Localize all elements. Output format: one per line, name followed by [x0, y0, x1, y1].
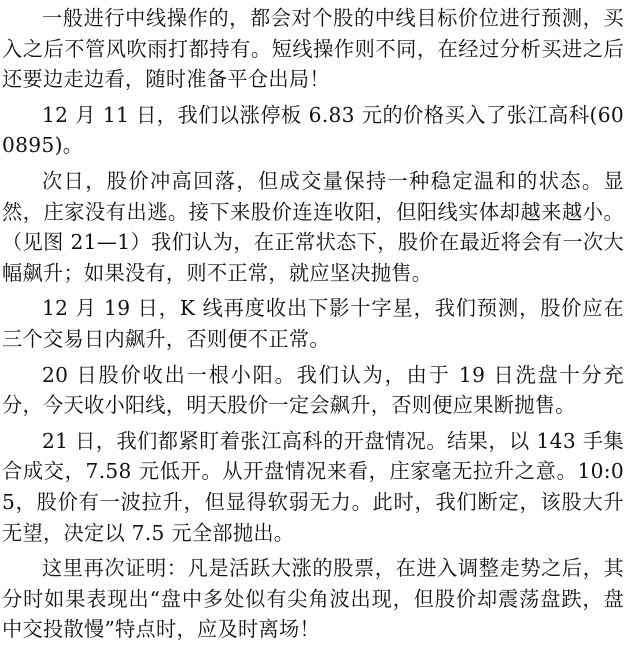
paragraph-day-21-opening: 21 日，我们都紧盯着张江高科的开盘情况。结果，以 143 手集合成交，7.58 元低开。从开盘情况来看，庄家毫无拉升之意。10:05，股价有一波拉升，但显得软弱无力。此时，我们断定，该股大升无望，决定以 7.5 元全部抛出。 [2, 428, 624, 545]
paragraph-buy-zhangjiang: 12 月 11 日，我们以涨停板 6.83 元的价格买入了张江高科(600895)。 [2, 102, 624, 158]
paragraph-conclusion: 这里再次证明：凡是活跃大涨的股票，在进入调整走势之后，其分时如果表现出“盘中多处似有尖角波出现，但股价却震荡盘跌，盘中交投散慢”特点时，应及时离场！ [2, 556, 624, 642]
paragraph-midline-vs-shortline: 一般进行中线操作的，都会对个股的中线目标价位进行预测，买入之后不管风吹雨打都持有。短线操作则不同，在经过分析买进之后还要边走边看，随时准备平仓出局！ [2, 6, 624, 92]
paragraph-dec-19-doji: 12 月 19 日，K 线再度收出下影十字星，我们预测，股价应在三个交易日内飙升，否则便不正常。 [2, 296, 624, 351]
paragraph-next-day-analysis: 次日，股价冲高回落，但成交量保持一种稳定温和的状态。显然，庄家没有出逃。接下来股价连连收阳，但阳线实体却越来越小。（见图 21—1）我们认为，在正常状态下，股价在最近将会有一次大幅飙升；如果没有，则不正常，就应坚决抛售。 [2, 168, 624, 285]
paragraph-day-20-small-yang: 20 日股价收出一根小阳。我们认为，由于 19 日洗盘十分充分，今天收小阳线，明天股价一定会飙升，否则便应果断抛售。 [2, 362, 624, 418]
document-page [2, 0, 624, 642]
